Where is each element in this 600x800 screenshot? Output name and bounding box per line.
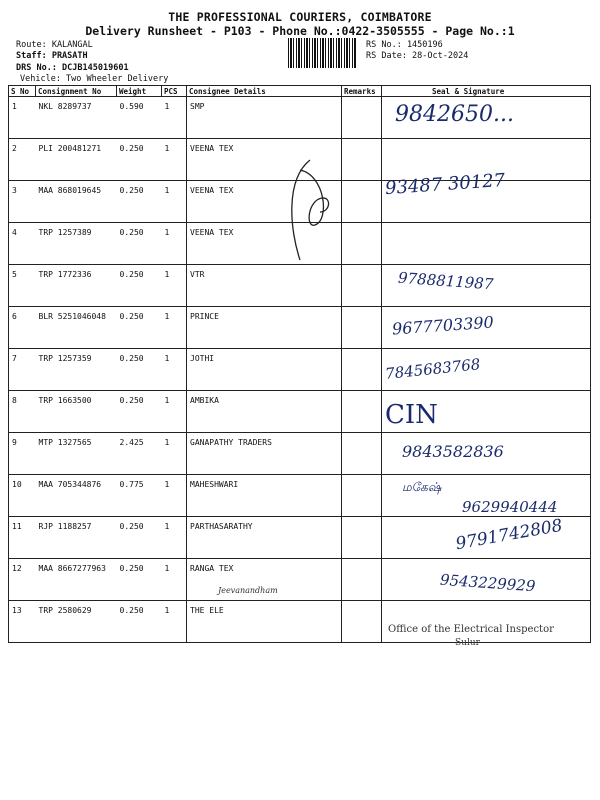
- cell-consignment: PLI 200481271: [36, 139, 117, 181]
- inspector-stamp-line-2: Sulur: [455, 638, 480, 648]
- cell-sno: 13: [9, 601, 36, 643]
- signature-row-1: 9842650...: [395, 102, 514, 127]
- cell-consignment: NKL 8289737: [36, 97, 117, 139]
- staff-label: Staff: PRASATH: [16, 51, 88, 61]
- cell-consignment: TRP 1257359: [36, 349, 117, 391]
- cell-weight: 0.250: [117, 601, 162, 643]
- cell-remarks: [342, 349, 382, 391]
- cell-sno: 2: [9, 139, 36, 181]
- cell-consignment: RJP 1188257: [36, 517, 117, 559]
- barcode-icon: [288, 38, 356, 68]
- cell-consignee: PRINCE: [187, 307, 342, 349]
- table-header-row: [9, 86, 591, 97]
- cell-weight: 2.425: [117, 433, 162, 475]
- route-label: Route: KALANGAL: [16, 40, 93, 50]
- cell-consignee: VTR: [187, 265, 342, 307]
- cell-pcs: 1: [162, 433, 187, 475]
- cell-consignee: VEENA TEX: [187, 181, 342, 223]
- cell-consignee: AMBIKA: [187, 391, 342, 433]
- cell-weight: 0.590: [117, 97, 162, 139]
- cell-pcs: 1: [162, 265, 187, 307]
- cell-weight: 0.250: [117, 391, 162, 433]
- cell-pcs: 1: [162, 517, 187, 559]
- cell-consignee: PARTHASARATHY: [187, 517, 342, 559]
- cell-remarks: [342, 517, 382, 559]
- cell-remarks: [342, 601, 382, 643]
- col-header-remarks: Remarks: [342, 86, 382, 97]
- cell-pcs: 1: [162, 391, 187, 433]
- cell-consignment: TRP 1663500: [36, 391, 117, 433]
- cell-sno: 12: [9, 559, 36, 601]
- cell-sno: 8: [9, 391, 36, 433]
- rs-date: RS Date: 28-Oct-2024: [366, 51, 469, 61]
- cell-remarks: [342, 559, 382, 601]
- signature-row-11: 9791742808: [454, 515, 565, 555]
- cell-pcs: 1: [162, 559, 187, 601]
- cell-sno: 6: [9, 307, 36, 349]
- signature-row-10-name: மகேஷ்: [402, 480, 442, 494]
- cell-pcs: 1: [162, 349, 187, 391]
- company-title: THE PROFESSIONAL COURIERS, COIMBATORE: [168, 10, 432, 24]
- cell-remarks: [342, 433, 382, 475]
- cell-weight: 0.250: [117, 139, 162, 181]
- cell-consignment: TRP 2580629: [36, 601, 117, 643]
- cell-consignment: TRP 1772336: [36, 265, 117, 307]
- cell-consignment: BLR 5251046048: [36, 307, 117, 349]
- cell-pcs: 1: [162, 139, 187, 181]
- table-row: [9, 601, 591, 643]
- cell-pcs: 1: [162, 181, 187, 223]
- inspector-stamp-line-1: Office of the Electrical Inspector: [388, 624, 554, 635]
- cell-consignment: MAA 8667277963: [36, 559, 117, 601]
- cell-consignee: JOTHI: [187, 349, 342, 391]
- cell-consignee: GANAPATHY TRADERS: [187, 433, 342, 475]
- cell-sno: 7: [9, 349, 36, 391]
- handnote-row-12: Jeevanandham: [218, 586, 278, 595]
- cell-weight: 0.775: [117, 475, 162, 517]
- cell-sno: 10: [9, 475, 36, 517]
- cell-sno: 4: [9, 223, 36, 265]
- cell-remarks: [342, 391, 382, 433]
- vehicle-label: Vehicle: Two Wheeler Delivery: [20, 74, 169, 84]
- cell-remarks: [342, 265, 382, 307]
- cell-remarks: [342, 475, 382, 517]
- signature-row-6: 9677703390: [391, 312, 495, 339]
- cell-pcs: 1: [162, 307, 187, 349]
- cell-pcs: 1: [162, 601, 187, 643]
- signature-row-10-phone: 9629940444: [462, 498, 558, 516]
- rs-number: RS No.: 1450196: [366, 40, 443, 50]
- cell-sno: 1: [9, 97, 36, 139]
- col-header-pcs: PCS: [162, 86, 187, 97]
- cell-weight: 0.250: [117, 559, 162, 601]
- cell-weight: 0.250: [117, 307, 162, 349]
- cell-consignment: MTP 1327565: [36, 433, 117, 475]
- table-row: [9, 349, 591, 391]
- cell-signature: [382, 601, 591, 643]
- cell-pcs: 1: [162, 97, 187, 139]
- cell-sno: 5: [9, 265, 36, 307]
- cell-signature: [382, 223, 591, 265]
- signature-row-8: CIN: [385, 400, 438, 430]
- signature-row-9: 9843582836: [402, 442, 504, 461]
- cell-consignee: THE ELE: [187, 601, 342, 643]
- cell-consignment: MAA 705344876: [36, 475, 117, 517]
- cell-consignee: SMP: [187, 97, 342, 139]
- col-header-sno: S No: [9, 86, 36, 97]
- cell-consignment: TRP 1257389: [36, 223, 117, 265]
- signature-row-7: 7845683768: [384, 355, 482, 383]
- cell-weight: 0.250: [117, 349, 162, 391]
- cell-remarks: [342, 307, 382, 349]
- cell-weight: 0.250: [117, 181, 162, 223]
- cell-remarks: [342, 97, 382, 139]
- cell-consignment: MAA 868019645: [36, 181, 117, 223]
- cell-consignee: VEENA TEX: [187, 223, 342, 265]
- table-row: [9, 265, 591, 307]
- cell-weight: 0.250: [117, 265, 162, 307]
- signature-row-5: 9788811987: [397, 268, 494, 294]
- cell-sno: 3: [9, 181, 36, 223]
- cell-sno: 9: [9, 433, 36, 475]
- cell-sno: 11: [9, 517, 36, 559]
- cell-consignee: RANGA TEX: [187, 559, 342, 601]
- cell-pcs: 1: [162, 475, 187, 517]
- col-header-weight: Weight: [117, 86, 162, 97]
- col-header-consignment: Consignment No: [36, 86, 117, 97]
- col-header-signature: Seal & Signature: [382, 86, 591, 97]
- cell-consignee: MAHESHWARI: [187, 475, 342, 517]
- signature-row-3: 93487 30127: [384, 169, 506, 200]
- signature-row-12: 9543229929: [439, 570, 536, 596]
- col-header-consignee: Consignee Details: [187, 86, 342, 97]
- table-row: [9, 391, 591, 433]
- runsheet-title: Delivery Runsheet - P103 - Phone No.:0422-3505555 - Page No.:1: [85, 24, 515, 38]
- table-row: [9, 307, 591, 349]
- scribble-mark: [270, 140, 350, 270]
- cell-consignee: VEENA TEX: [187, 139, 342, 181]
- drs-number: DRS No.: DCJB145019601: [16, 63, 129, 73]
- cell-pcs: 1: [162, 223, 187, 265]
- cell-weight: 0.250: [117, 517, 162, 559]
- cell-weight: 0.250: [117, 223, 162, 265]
